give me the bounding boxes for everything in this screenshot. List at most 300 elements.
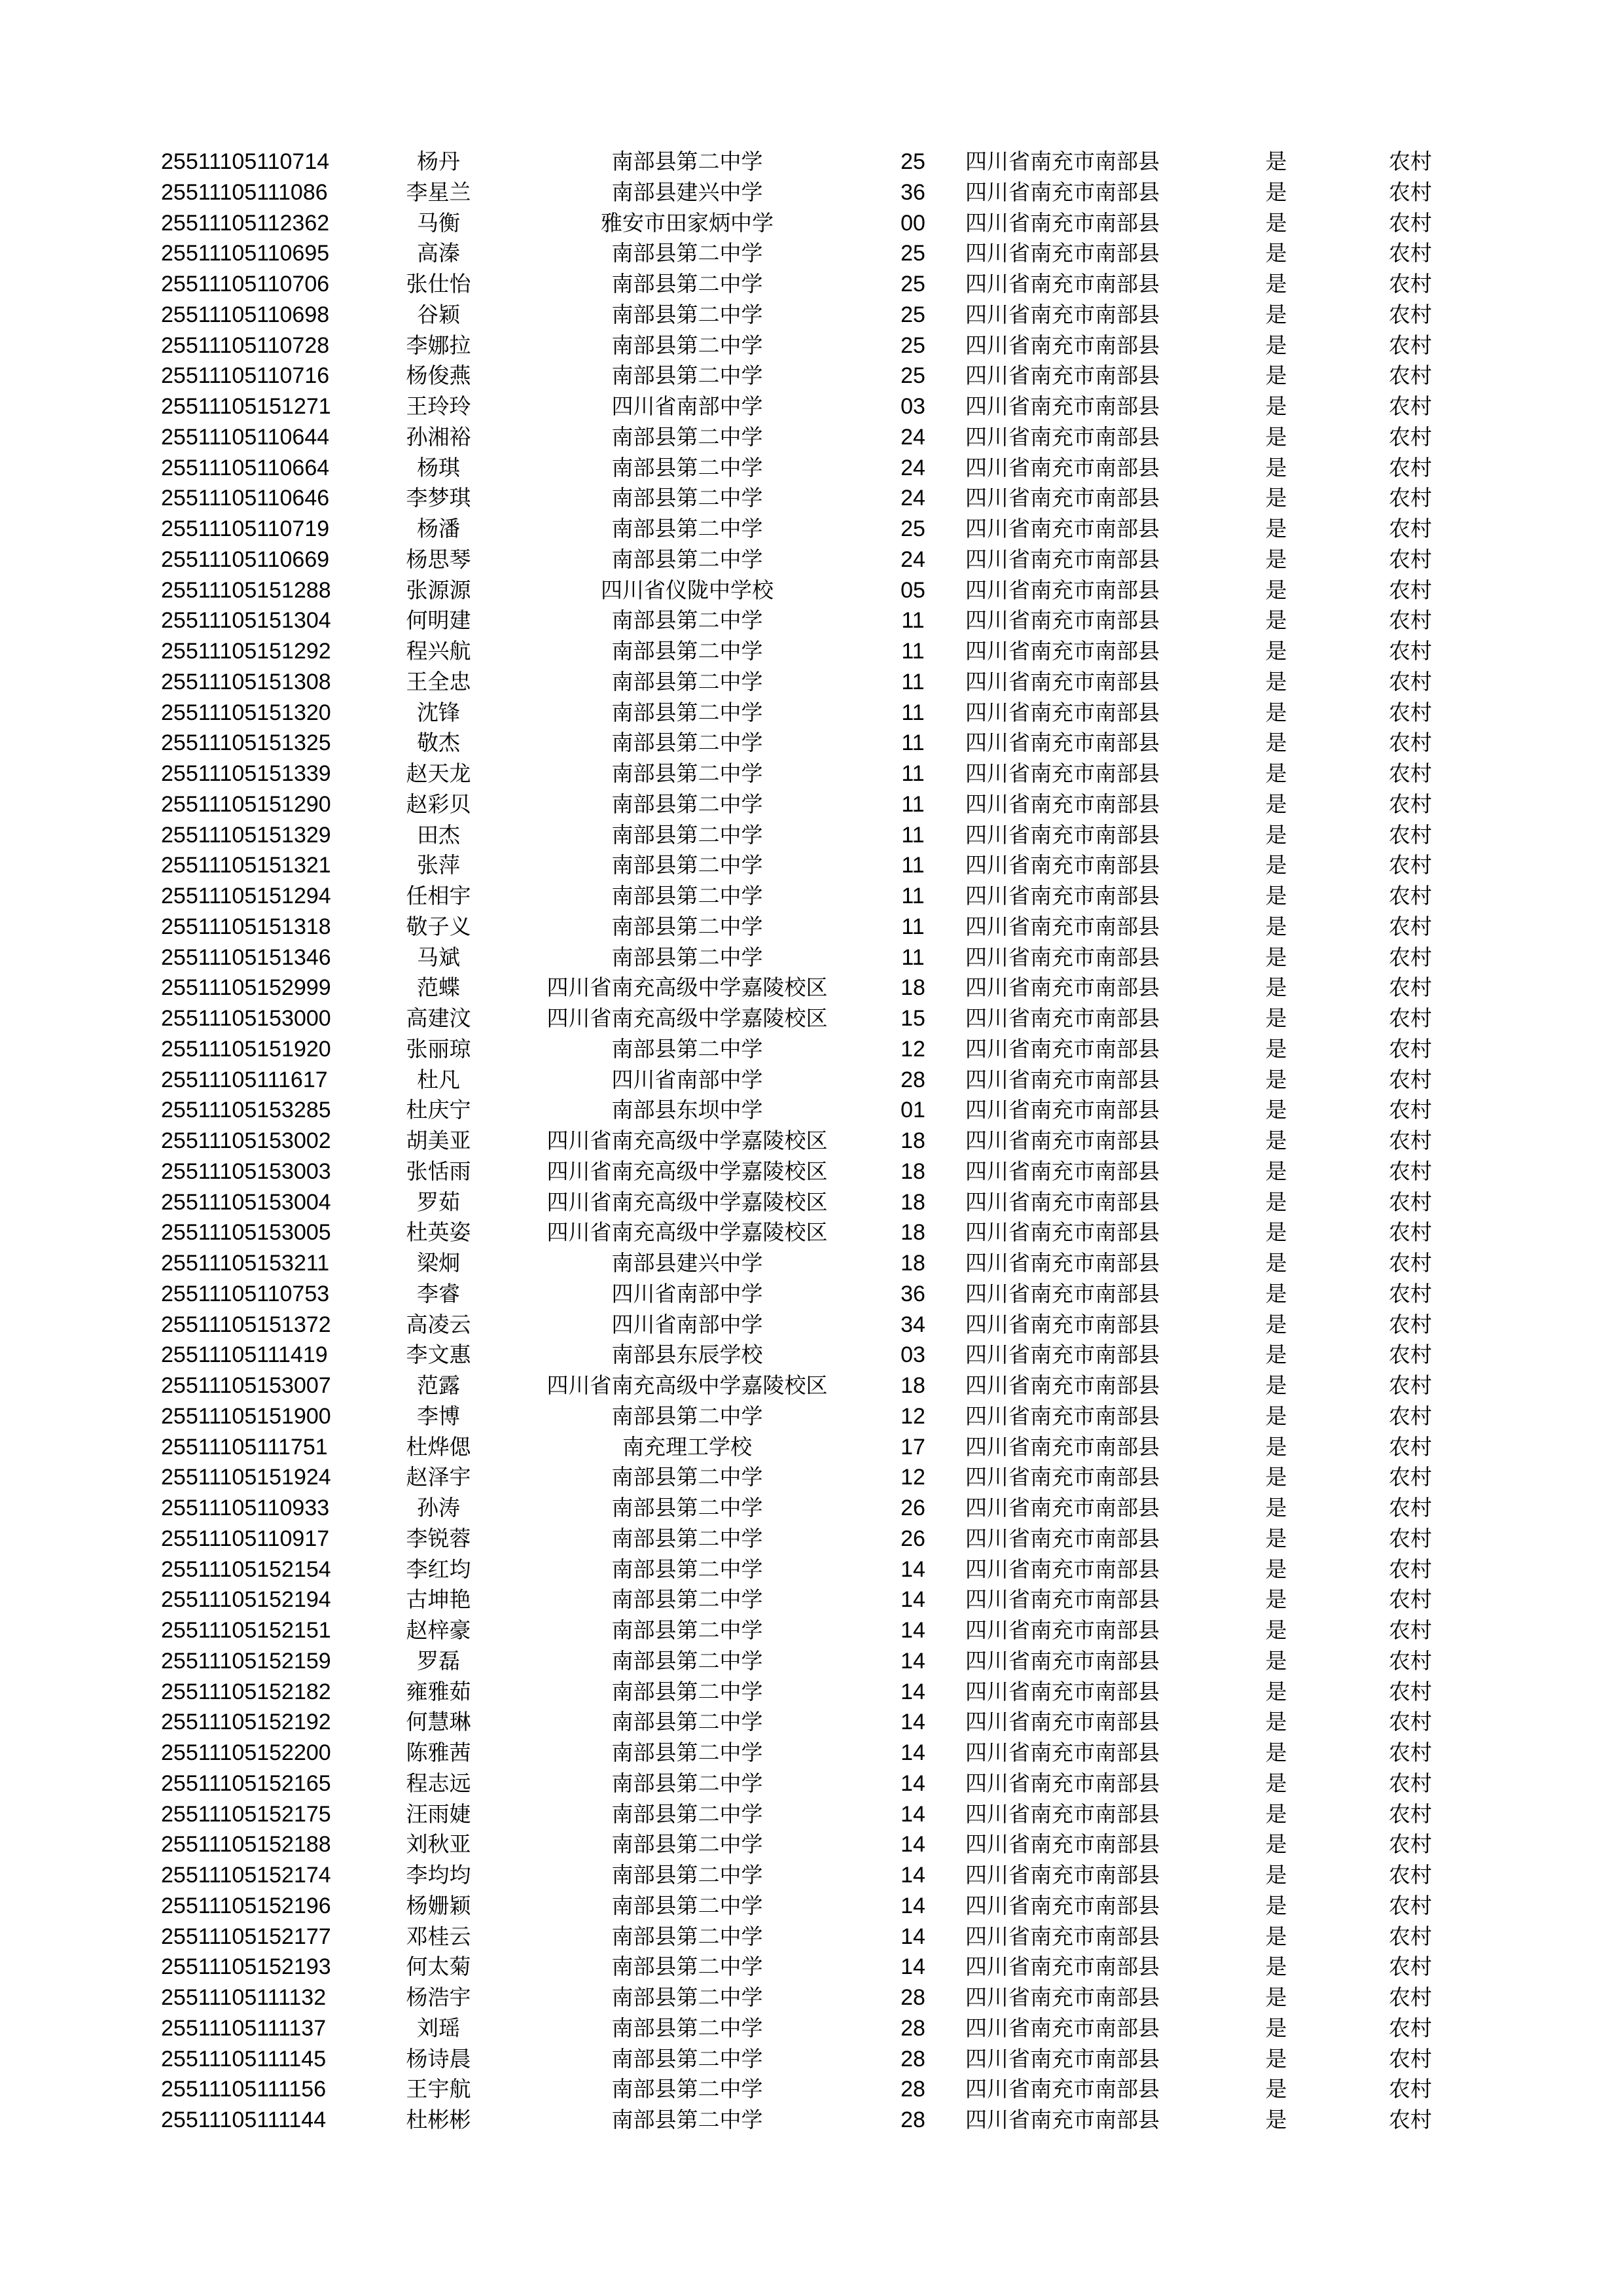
cell-household-type: 农村 [1389,1647,1432,1674]
table-row [0,514,1623,545]
cell-flag: 是 [1265,546,1287,572]
cell-household-type: 农村 [1389,668,1432,694]
cell-exam-id: 25511105111419 [161,1342,328,1368]
table-row [0,1187,1623,1218]
cell-region: 四川省南充市南部县 [965,1128,1160,1153]
cell-household-type: 农村 [1389,1342,1432,1368]
cell-exam-id: 25511105151308 [161,669,331,694]
cell-student-name: 任相宇 [406,883,471,908]
cell-student-name: 罗茹 [417,1189,460,1215]
cell-household-type: 农村 [1389,546,1432,572]
cell-region: 四川省南充市南部县 [965,1280,1160,1306]
cell-exam-id: 25511105153004 [161,1189,331,1215]
cell-flag: 是 [1265,516,1287,541]
cell-student-name: 敬杰 [417,730,460,756]
cell-household-type: 农村 [1389,1770,1432,1796]
cell-exam-id: 25511105151339 [161,761,331,786]
cell-code: 24 [901,455,925,480]
cell-flag: 是 [1265,607,1287,634]
cell-exam-id: 25511105153005 [161,1220,331,1246]
cell-region: 四川省南充市南部县 [965,179,1160,205]
cell-flag: 是 [1265,1128,1287,1153]
cell-household-type: 农村 [1389,1587,1432,1613]
cell-code: 14 [901,1648,925,1674]
cell-exam-id: 25511105151318 [161,914,331,939]
cell-region: 四川省南充市南部县 [965,852,1160,878]
cell-school: 南部县第二中学 [611,485,763,511]
cell-code: 18 [901,1251,925,1276]
cell-flag: 是 [1265,1097,1287,1123]
table-row [0,1615,1623,1646]
cell-flag: 是 [1265,1342,1287,1368]
cell-student-name: 沈锋 [417,699,460,725]
cell-region: 四川省南充市南部县 [965,1923,1160,1949]
cell-code: 18 [901,1158,925,1184]
cell-exam-id: 25511105110714 [161,149,330,174]
cell-school: 四川省南部中学 [611,1280,763,1306]
cell-student-name: 杜烨偲 [406,1433,471,1460]
cell-region: 四川省南充市南部县 [965,1709,1160,1735]
cell-region: 四川省南充市南部县 [965,1035,1160,1062]
cell-flag: 是 [1265,1678,1287,1704]
cell-student-name: 杜庆宁 [406,1097,471,1123]
cell-household-type: 农村 [1389,1831,1432,1857]
cell-exam-id: 25511105110719 [161,516,330,541]
cell-region: 四川省南充市南部县 [965,791,1160,817]
cell-region: 四川省南充市南部县 [965,638,1160,664]
cell-school: 南部县第二中学 [611,1862,763,1888]
table-row [0,1371,1623,1401]
cell-student-name: 敬子义 [406,913,471,939]
cell-household-type: 农村 [1389,577,1432,603]
cell-code: 18 [901,975,925,1001]
cell-flag: 是 [1265,1831,1287,1857]
table-row [0,422,1623,453]
cell-household-type: 农村 [1389,240,1432,266]
cell-flag: 是 [1265,668,1287,694]
cell-code: 24 [901,486,925,511]
cell-exam-id: 25511105152192 [161,1710,331,1735]
table-row [0,1157,1623,1187]
cell-household-type: 农村 [1389,1280,1432,1306]
cell-school: 南部县第二中学 [611,423,763,450]
cell-student-name: 马斌 [417,944,460,970]
cell-household-type: 农村 [1389,423,1432,450]
cell-household-type: 农村 [1389,913,1432,939]
cell-flag: 是 [1265,821,1287,848]
cell-region: 四川省南充市南部县 [965,546,1160,572]
cell-exam-id: 25511105151924 [161,1465,331,1490]
cell-flag: 是 [1265,1984,1287,2010]
cell-region: 四川省南充市南部县 [965,2045,1160,2072]
cell-code: 00 [901,210,925,236]
table-row [0,667,1623,698]
cell-region: 四川省南充市南部县 [965,149,1160,174]
table-row [0,238,1623,269]
cell-flag: 是 [1265,1158,1287,1184]
cell-household-type: 农村 [1389,1495,1432,1520]
cell-code: 18 [901,1128,925,1153]
cell-household-type: 农村 [1389,332,1432,358]
table-row [0,1922,1623,1952]
table-row [0,1248,1623,1279]
cell-exam-id: 25511105152174 [161,1863,331,1888]
cell-flag: 是 [1265,1403,1287,1429]
cell-region: 四川省南充市南部县 [965,821,1160,848]
table-row [0,147,1623,177]
cell-student-name: 范露 [417,1372,460,1398]
cell-school: 雅安市田家炳中学 [601,209,774,236]
table-row [0,1065,1623,1096]
cell-student-name: 马衡 [417,209,460,236]
cell-student-name: 何慧琳 [406,1709,471,1735]
cell-household-type: 农村 [1389,2045,1432,2072]
cell-flag: 是 [1265,1954,1287,1980]
cell-household-type: 农村 [1389,516,1432,541]
cell-flag: 是 [1265,975,1287,1001]
cell-student-name: 杨姗颖 [406,1892,471,1918]
cell-school: 四川省南充高级中学嘉陵校区 [546,1005,828,1031]
cell-region: 四川省南充市南部县 [965,668,1160,694]
cell-school: 南部县第二中学 [611,1556,763,1582]
cell-household-type: 农村 [1389,1035,1432,1062]
cell-exam-id: 25511105153285 [161,1098,331,1123]
table-row [0,942,1623,973]
cell-household-type: 农村 [1389,761,1432,786]
cell-region: 四川省南充市南部县 [965,1954,1160,1980]
cell-student-name: 高凌云 [406,1311,471,1337]
cell-school: 南部县第二中学 [611,2076,763,2102]
table-row [0,912,1623,942]
cell-flag: 是 [1265,1617,1287,1643]
cell-code: 14 [901,1679,925,1704]
cell-student-name: 张仕怡 [406,271,471,296]
cell-region: 四川省南充市南部县 [965,1250,1160,1276]
cell-household-type: 农村 [1389,393,1432,419]
cell-student-name: 张源源 [406,577,471,603]
cell-household-type: 农村 [1389,1464,1432,1490]
cell-exam-id: 25511105153003 [161,1158,331,1184]
cell-exam-id: 25511105151271 [161,394,331,419]
cell-code: 11 [901,914,925,939]
cell-code: 11 [901,822,925,848]
cell-code: 14 [901,1587,925,1613]
cell-student-name: 王全忠 [406,668,471,694]
cell-student-name: 孙湘裕 [406,423,471,450]
cell-flag: 是 [1265,791,1287,817]
cell-flag: 是 [1265,852,1287,878]
table-row [0,1493,1623,1524]
cell-flag: 是 [1265,209,1287,236]
cell-code: 18 [901,1189,925,1215]
cell-student-name: 李红均 [406,1556,471,1582]
cell-household-type: 农村 [1389,1525,1432,1551]
cell-region: 四川省南充市南部县 [965,1403,1160,1429]
cell-flag: 是 [1265,1005,1287,1031]
cell-region: 四川省南充市南部县 [965,1862,1160,1888]
cell-household-type: 农村 [1389,1128,1432,1153]
cell-exam-id: 25511105110698 [161,302,330,327]
cell-code: 28 [901,2077,925,2102]
cell-region: 四川省南充市南部县 [965,1495,1160,1520]
cell-region: 四川省南充市南部县 [965,1342,1160,1368]
cell-student-name: 罗磊 [417,1647,460,1674]
cell-flag: 是 [1265,1862,1287,1888]
table-row [0,453,1623,484]
cell-code: 36 [901,1281,925,1306]
cell-student-name: 谷颖 [417,301,460,327]
cell-student-name: 杜凡 [417,1066,460,1092]
cell-region: 四川省南充市南部县 [965,1892,1160,1918]
cell-region: 四川省南充市南部县 [965,699,1160,725]
cell-flag: 是 [1265,1923,1287,1949]
cell-region: 四川省南充市南部县 [965,1770,1160,1796]
table-row [0,208,1623,239]
cell-exam-id: 25511105152154 [161,1556,331,1582]
cell-school: 南部县第二中学 [611,791,763,817]
cell-flag: 是 [1265,1433,1287,1460]
table-row [0,1524,1623,1554]
cell-code: 24 [901,424,925,450]
cell-school: 南部县第二中学 [611,2015,763,2041]
cell-exam-id: 25511105152188 [161,1832,331,1857]
cell-student-name: 刘瑶 [417,2015,460,2041]
cell-school: 南部县第二中学 [611,546,763,572]
cell-code: 14 [901,1740,925,1765]
cell-code: 25 [901,363,925,389]
table-row [0,1585,1623,1615]
cell-code: 14 [901,1954,925,1980]
cell-exam-id: 25511105151294 [161,884,331,908]
cell-code: 11 [901,608,925,634]
cell-school: 南部县第二中学 [611,1709,763,1735]
cell-region: 四川省南充市南部县 [965,271,1160,296]
cell-code: 24 [901,547,925,572]
cell-code: 28 [901,2108,925,2132]
cell-code: 14 [901,1924,925,1949]
cell-household-type: 农村 [1389,485,1432,511]
cell-flag: 是 [1265,1892,1287,1918]
cell-student-name: 梁炯 [417,1250,460,1276]
cell-school: 四川省南部中学 [611,1311,763,1337]
cell-exam-id: 25511105110716 [161,363,330,389]
cell-flag: 是 [1265,1250,1287,1276]
table-row [0,1340,1623,1371]
table-row [0,545,1623,575]
cell-flag: 是 [1265,149,1287,174]
cell-code: 11 [901,639,925,664]
cell-code: 25 [901,149,925,174]
cell-student-name: 李睿 [417,1280,460,1306]
cell-region: 四川省南充市南部县 [965,485,1160,511]
cell-household-type: 农村 [1389,638,1432,664]
cell-household-type: 农村 [1389,699,1432,725]
cell-exam-id: 25511105152999 [161,975,331,1001]
cell-student-name: 李娜拉 [406,332,471,358]
cell-exam-id: 25511105151900 [161,1403,331,1429]
cell-exam-id: 25511105110933 [161,1496,330,1520]
cell-code: 28 [901,1067,925,1092]
cell-code: 28 [901,2046,925,2072]
cell-exam-id: 25511105110917 [161,1526,330,1551]
cell-region: 四川省南充市南部县 [965,423,1160,450]
cell-student-name: 杨潘 [417,516,460,541]
cell-household-type: 农村 [1389,2107,1432,2132]
cell-exam-id: 25511105152177 [161,1924,331,1949]
cell-household-type: 农村 [1389,179,1432,205]
cell-code: 14 [901,1556,925,1582]
cell-region: 四川省南充市南部县 [965,1464,1160,1490]
cell-exam-id: 25511105111145 [161,2046,327,2072]
cell-student-name: 高建汶 [406,1005,471,1031]
cell-region: 四川省南充市南部县 [965,913,1160,939]
cell-student-name: 田杰 [417,821,460,848]
cell-exam-id: 25511105151920 [161,1036,331,1062]
cell-flag: 是 [1265,2076,1287,2102]
cell-code: 11 [901,884,925,908]
table-row [0,1707,1623,1738]
cell-code: 26 [901,1526,925,1551]
cell-household-type: 农村 [1389,1433,1432,1460]
cell-code: 11 [901,669,925,694]
cell-student-name: 赵泽宇 [406,1464,471,1490]
cell-student-name: 李均均 [406,1862,471,1888]
cell-exam-id: 25511105153002 [161,1128,331,1153]
cell-exam-id: 25511105110753 [161,1281,330,1306]
cell-flag: 是 [1265,1372,1287,1398]
cell-flag: 是 [1265,2107,1287,2132]
cell-exam-id: 25511105152196 [161,1893,331,1918]
student-table [0,147,1623,2136]
table-row [0,1768,1623,1799]
cell-school: 四川省南充高级中学嘉陵校区 [546,975,828,1001]
table-row [0,1401,1623,1432]
cell-student-name: 李梦琪 [406,485,471,511]
cell-code: 26 [901,1496,925,1520]
cell-school: 南部县第二中学 [611,2107,763,2132]
table-row [0,850,1623,881]
cell-flag: 是 [1265,485,1287,511]
cell-code: 18 [901,1220,925,1246]
cell-student-name: 杨思琴 [406,546,471,572]
cell-school: 南部县第二中学 [611,761,763,786]
cell-exam-id: 25511105152182 [161,1679,331,1704]
cell-school: 南部县第二中学 [611,913,763,939]
cell-student-name: 汪雨婕 [406,1801,471,1827]
cell-school: 南部县第二中学 [611,1464,763,1490]
cell-school: 南部县第二中学 [611,638,763,664]
cell-school: 南部县第二中学 [611,1984,763,2010]
cell-region: 四川省南充市南部县 [965,2076,1160,2102]
cell-student-name: 杨浩宇 [406,1984,471,2010]
cell-school: 南部县第二中学 [611,1525,763,1551]
cell-school: 南部县第二中学 [611,1954,763,1980]
cell-flag: 是 [1265,454,1287,480]
cell-exam-id: 25511105152194 [161,1587,331,1613]
cell-code: 14 [901,1801,925,1827]
cell-household-type: 农村 [1389,1862,1432,1888]
cell-exam-id: 25511105152193 [161,1954,331,1980]
cell-region: 四川省南充市南部县 [965,1433,1160,1460]
cell-household-type: 农村 [1389,1097,1432,1123]
cell-student-name: 杨诗晨 [406,2045,471,2072]
cell-code: 34 [901,1312,925,1337]
cell-code: 18 [901,1373,925,1398]
cell-region: 四川省南充市南部县 [965,2015,1160,2041]
table-row [0,1952,1623,1982]
cell-student-name: 何太菊 [406,1954,471,1980]
cell-student-name: 雍雅茹 [406,1678,471,1704]
cell-exam-id: 25511105111156 [161,2077,327,2102]
cell-flag: 是 [1265,913,1287,939]
cell-flag: 是 [1265,1709,1287,1735]
cell-school: 南部县第二中学 [611,883,763,908]
cell-exam-id: 25511105152165 [161,1770,331,1796]
cell-school: 南部县第二中学 [611,240,763,266]
cell-exam-id: 25511105111132 [161,1985,327,2010]
cell-school: 南部县第二中学 [611,1831,763,1857]
cell-region: 四川省南充市南部县 [965,1372,1160,1398]
cell-region: 四川省南充市南部县 [965,1097,1160,1123]
cell-flag: 是 [1265,2045,1287,2072]
cell-flag: 是 [1265,2015,1287,2041]
table-row [0,1891,1623,1922]
cell-code: 11 [901,791,925,817]
cell-school: 南部县东坝中学 [611,1097,763,1123]
cell-school: 四川省南充高级中学嘉陵校区 [546,1372,828,1398]
cell-household-type: 农村 [1389,1189,1432,1215]
cell-region: 四川省南充市南部县 [965,607,1160,634]
table-row [0,2074,1623,2105]
cell-code: 14 [901,1770,925,1796]
cell-school: 南部县第二中学 [611,332,763,358]
cell-region: 四川省南充市南部县 [965,761,1160,786]
cell-code: 12 [901,1465,925,1490]
cell-flag: 是 [1265,179,1287,205]
table-row [0,300,1623,331]
cell-household-type: 农村 [1389,271,1432,296]
cell-flag: 是 [1265,1495,1287,1520]
cell-region: 四川省南充市南部县 [965,1066,1160,1092]
cell-student-name: 杜英姿 [406,1219,471,1246]
cell-region: 四川省南充市南部县 [965,301,1160,327]
cell-flag: 是 [1265,1311,1287,1337]
cell-student-name: 程志远 [406,1770,471,1796]
cell-school: 南部县第二中学 [611,1923,763,1949]
cell-code: 17 [901,1434,925,1460]
cell-household-type: 农村 [1389,1740,1432,1765]
table-row [0,881,1623,912]
cell-region: 四川省南充市南部县 [965,393,1160,419]
cell-student-name: 范蝶 [417,975,460,1001]
cell-household-type: 农村 [1389,1954,1432,1980]
table-row [0,1003,1623,1034]
cell-flag: 是 [1265,1525,1287,1551]
cell-exam-id: 25511105152200 [161,1740,331,1765]
cell-school: 南部县第二中学 [611,821,763,848]
cell-household-type: 农村 [1389,2076,1432,2102]
cell-student-name: 张丽琼 [406,1035,471,1062]
cell-code: 28 [901,1985,925,2010]
cell-school: 南部县第二中学 [611,149,763,174]
cell-flag: 是 [1265,363,1287,389]
table-row [0,269,1623,300]
cell-exam-id: 25511105110706 [161,272,330,296]
table-row [0,759,1623,789]
cell-household-type: 农村 [1389,975,1432,1001]
cell-exam-id: 25511105151290 [161,791,331,817]
cell-region: 四川省南充市南部县 [965,454,1160,480]
